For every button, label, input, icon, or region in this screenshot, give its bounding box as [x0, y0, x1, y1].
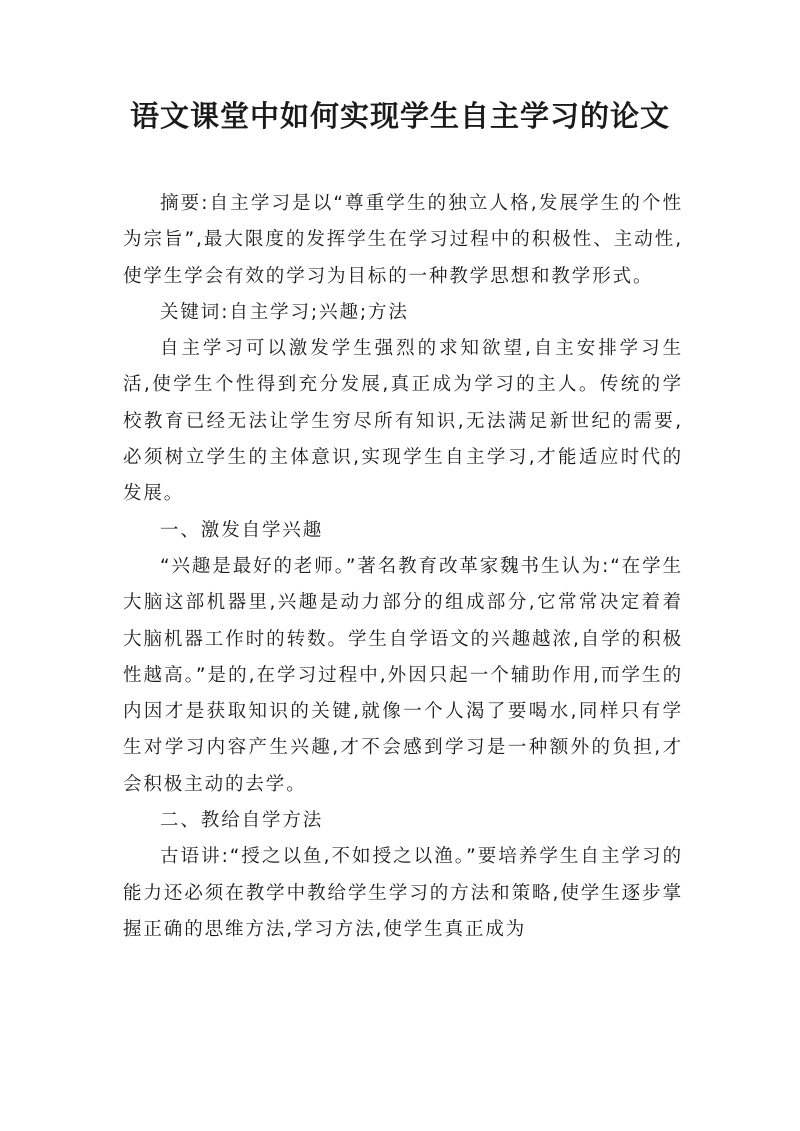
document-body [123, 186, 683, 948]
keywords-paragraph: 关键词:自主学习;兴趣;方法 [160, 301, 409, 323]
section-1-paragraph: “兴趣是最好的老师。”著名教育改革家魏书生认为:“在学生大脑这部机器里,兴趣是动力部分的组成部分,它常常决定着着大脑机器工作时的转数。学生自学语文的兴趣越浓,自学的积极性越高。”是的,在学习过程中,外因只起一个辅助作用,而学生的内因才是获取知识的关键,就像一个人渴了要喝水,同样只有学生对学习内容产生兴趣,才不会感到学习是一种额外的负担,才会积极主动的去学。 [123, 555, 683, 795]
section-2-paragraph: 古语讲:“授之以鱼,不如授之以渔。”要培养学生自主学习的能力还必须在教学中教给学生学习的方法和策略,使学生逐步掌握正确的思维方法,学习方法,使学生真正成为 [123, 846, 683, 940]
page-title: 语文课堂中如何实现学生自主学习的论文 [129, 99, 670, 133]
section-heading-1: 一、激发自学兴趣 [160, 519, 324, 541]
section-heading-2: 二、教给自学方法 [160, 810, 324, 832]
abstract-paragraph: 摘要:自主学习是以“尊重学生的独立人格,发展学生的个性为宗旨”,最大限度的发挥学生在学习过程中的积极性、主动性,使学生学会有效的学习为目标的一种教学思想和教学形式。 [123, 193, 683, 287]
intro-paragraph: 自主学习可以激发学生强烈的求知欲望,自主安排学习生活,使学生个性得到充分发展,真正成为学习的主人。传统的学校教育已经无法让学生穷尽所有知识,无法满足新世纪的需要,必须树立学生的主体意识,实现学生自主学习,才能适应时代的发展。 [123, 338, 683, 505]
